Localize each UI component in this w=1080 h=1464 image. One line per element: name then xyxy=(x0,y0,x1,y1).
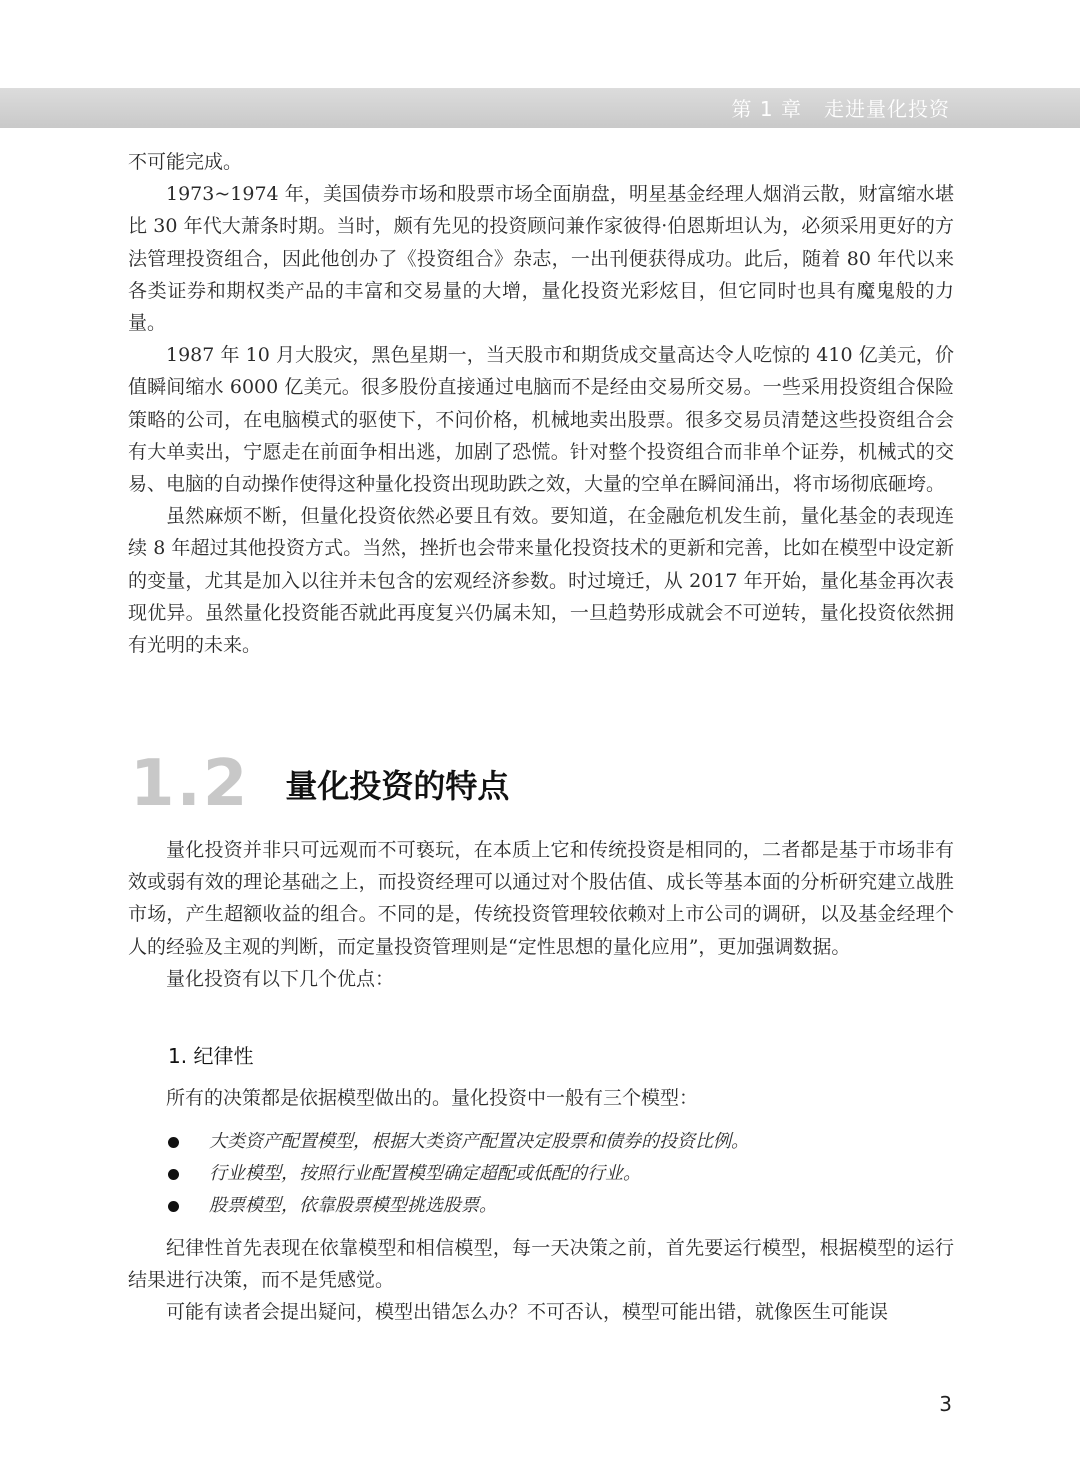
paragraph: 虽然麻烦不断，但量化投资依然必要且有效。要知道，在金融危机发生前，量化基金的表现连续 8 年超过其他投资方式。当然，挫折也会带来量化投资技术的更新和完善，比如在模型中设定新的变量，尤其是加入以往并未包含的宏观经济参数。时过境迁，从 2017 年开始，量化基金再次表现优异。虽然量化投资能否就此再度复兴仍属未知，一旦趋势形成就会不可逆转，量化投资依然拥有光明的未来。 xyxy=(128,505,954,657)
list-item-text: 股票模型，依靠股票模型挑选股票。 xyxy=(209,1195,497,1216)
paragraph: 量化投资并非只可远观而不可亵玩，在本质上它和传统投资是相同的，二者都是基于市场非有效或弱有效的理论基础之上，而投资经理可以通过对个股估值、成长等基本面的分析研究建立战胜市场，产生超额收益的组合。不同的是，传统投资管理较依赖对上市公司的调研，以及基金经理个人的经验及主观的判断，而定量投资管理则是“定性思想的量化应用”，更加强调数据。 xyxy=(128,839,954,958)
subheading-intro-block xyxy=(128,1082,954,1114)
closing-text-block xyxy=(128,1232,954,1329)
paragraph: 所有的决策都是依据模型做出的。量化投资中一般有三个模型： xyxy=(166,1087,699,1109)
list-item-text: 行业模型，按照行业配置模型确定超配或低配的行业。 xyxy=(209,1163,641,1184)
paragraph: 量化投资有以下几个优点： xyxy=(166,967,395,990)
chapter-header xyxy=(732,93,950,122)
bullet-list xyxy=(168,1126,948,1222)
paragraph: 纪律性首先表现在依靠模型和相信模型，每一天决策之前，首先要运行模型，根据模型的运行结果进行决策，而不是凭感觉。 xyxy=(128,1237,954,1292)
paragraph: 1973~1974 年，美国债券市场和股票市场全面崩盘，明星基金经理人烟消云散，财富缩水堪比 30 年代大萧条时期。当时，颇有先见的投资顾问兼作家彼得·伯恩斯坦认为，必须采用更好的方法管理投资组合，因此他创办了《投资组合》杂志，一出刊便获得成功。此后，随着 80 年代以来各类证券和期权类产品的丰富和交易量的大增，量化投资光彩炫目，但它同时也具有魔鬼般的力量。 xyxy=(128,183,954,335)
paragraph: 可能有读者会提出疑问，模型出错怎么办？不可否认，模型可能出错，就像医生可能误 xyxy=(166,1301,889,1324)
list-item xyxy=(168,1158,948,1190)
list-item xyxy=(168,1190,948,1222)
section-number: 1.2 xyxy=(130,747,250,821)
bullet-icon xyxy=(168,1201,179,1212)
bullet-icon xyxy=(168,1137,179,1148)
section-heading xyxy=(130,744,509,824)
section-text-block xyxy=(128,834,954,995)
paragraph: 1987 年 10 月大股灾，黑色星期一，当天股市和期货成交量高达令人吃惊的 410 亿美元，价值瞬间缩水 6000 亿美元。很多股份直接通过电脑而不是经由交易所交易。一些采用投资组合保险策略的公司，在电脑模式的驱使下，不问价格，机械地卖出股票。很多交易员清楚这些投资组合会有大单卖出，宁愿走在前面争相出逃，加剧了恐慌。针对整个投资组合而非单个证券，机械式的交易、电脑的自动操作使得这种量化投资出现助跌之效，大量的空单在瞬间涌出，将市场彻底砸垮。 xyxy=(128,344,954,496)
paragraph: 不可能完成。 xyxy=(128,151,243,173)
page-number: 3 xyxy=(939,1392,952,1416)
intro-text-block xyxy=(128,146,954,661)
list-item xyxy=(168,1126,948,1158)
list-item-text: 大类资产配置模型，根据大类资产配置决定股票和债券的投资比例。 xyxy=(209,1131,749,1152)
section-title: 量化投资的特点 xyxy=(285,767,510,805)
subheading: 1. 纪律性 xyxy=(168,1044,254,1068)
chapter-number: 第 1 章 xyxy=(731,97,802,121)
bullet-icon xyxy=(168,1169,179,1180)
chapter-title: 走进量化投资 xyxy=(824,97,950,121)
